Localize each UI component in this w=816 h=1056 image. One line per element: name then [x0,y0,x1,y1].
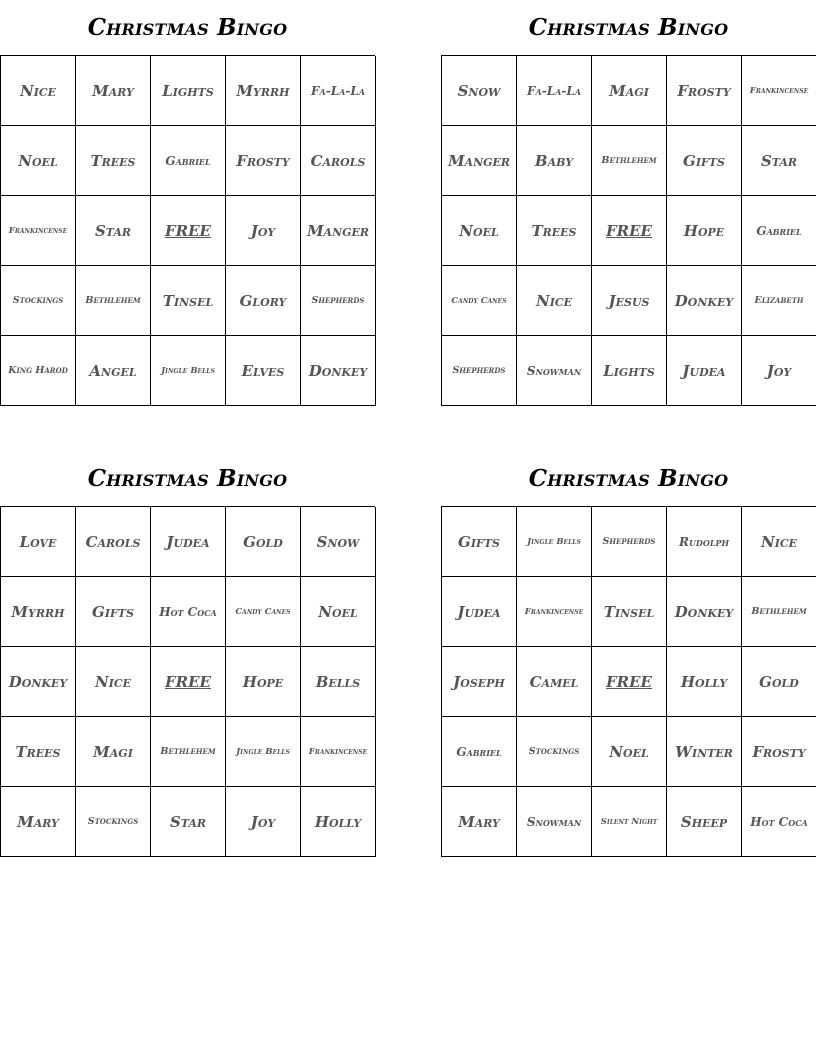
bingo-cell: Jingle Bells [151,336,226,406]
bingo-cell: Gifts [76,577,151,647]
bingo-cell: Frosty [667,56,742,126]
bingo-cell: Nice [742,507,816,577]
bingo-cell: Mary [442,787,517,857]
bingo-cell: Camel [517,647,592,717]
bingo-cell: Shepherds [301,266,376,336]
bingo-cell: Nice [76,647,151,717]
bingo-cell: Jingle Bells [517,507,592,577]
bingo-cell: Tinsel [592,577,667,647]
card-title: Christmas Bingo [87,465,288,492]
bingo-cell: Snow [301,507,376,577]
bingo-cell: Glory [226,266,301,336]
free-space-cell: FREE [592,647,667,717]
bingo-cell: Gabriel [442,717,517,787]
bingo-cell: Mary [1,787,76,857]
bingo-cell: Elves [226,336,301,406]
bingo-cell: Silent Night [592,787,667,857]
bingo-cell: Frankincense [301,717,376,787]
bingo-cell: King Harod [1,336,76,406]
bingo-cell: Gifts [442,507,517,577]
bingo-cell: Jingle Bells [226,717,301,787]
bingo-cell: Joy [742,336,816,406]
free-space-cell: FREE [151,196,226,266]
bingo-cell: Gold [226,507,301,577]
bingo-cell: Mary [76,56,151,126]
bingo-cell: Jesus [592,266,667,336]
bingo-cell: Hope [667,196,742,266]
bingo-cell: Shepherds [442,336,517,406]
bingo-cell: Snowman [517,787,592,857]
bingo-cell: Judea [151,507,226,577]
bingo-cell: Lights [151,56,226,126]
bingo-cell: Judea [442,577,517,647]
bingo-cell: Stockings [1,266,76,336]
bingo-cell: Hope [226,647,301,717]
free-space-cell: FREE [592,196,667,266]
bingo-cell: Donkey [667,577,742,647]
bingo-cell: Joy [226,196,301,266]
bingo-cell: Frankincense [517,577,592,647]
bingo-cell: Gifts [667,126,742,196]
bingo-cell: Bethlehem [151,717,226,787]
bingo-grid [0,506,375,857]
bingo-cell: Bethlehem [76,266,151,336]
bingo-cell: Noel [442,196,517,266]
bingo-cell: Manger [442,126,517,196]
free-space-cell: FREE [151,647,226,717]
bingo-cell: Star [742,126,816,196]
bingo-cell: Candy Canes [226,577,301,647]
bingo-cell: Gold [742,647,816,717]
bingo-cell: Joy [226,787,301,857]
bingo-cell: Lights [592,336,667,406]
bingo-cell: Myrrh [1,577,76,647]
bingo-cell: Gabriel [151,126,226,196]
bingo-cell: Noel [1,126,76,196]
bingo-grid [441,506,816,857]
bingo-cell: Trees [517,196,592,266]
bingo-cell: Angel [76,336,151,406]
bingo-cell: Candy Canes [442,266,517,336]
bingo-cell: Fa-La-La [517,56,592,126]
bingo-cell: Stockings [76,787,151,857]
bingo-cell: Bethlehem [592,126,667,196]
bingo-cell: Nice [1,56,76,126]
bingo-cell: Hot Coca [742,787,816,857]
bingo-cell: Carols [76,507,151,577]
bingo-card-3 [0,451,375,857]
bingo-grid [0,55,375,406]
bingo-cell: Winter [667,717,742,787]
bingo-cell: Donkey [1,647,76,717]
bingo-cell: Stockings [517,717,592,787]
bingo-cell: Frosty [742,717,816,787]
bingo-cell: Elizabeth [742,266,816,336]
bingo-cell: Magi [76,717,151,787]
bingo-cell: Myrrh [226,56,301,126]
bingo-cell: Judea [667,336,742,406]
card-title: Christmas Bingo [87,14,288,41]
bingo-cell: Frankincense [742,56,816,126]
bingo-cell: Shepherds [592,507,667,577]
bingo-cell: Star [151,787,226,857]
bingo-cell: Snow [442,56,517,126]
card-title: Christmas Bingo [528,14,729,41]
bingo-cell: Frosty [226,126,301,196]
bingo-cell: Star [76,196,151,266]
bingo-cell: Gabriel [742,196,816,266]
bingo-cell: Donkey [667,266,742,336]
bingo-cell: Snowman [517,336,592,406]
bingo-cell: Noel [592,717,667,787]
bingo-cell: Holly [667,647,742,717]
bingo-cell: Joseph [442,647,517,717]
bingo-cell: Frankincense [1,196,76,266]
card-title: Christmas Bingo [528,465,729,492]
bingo-card-4 [441,451,816,857]
bingo-card-2 [441,0,816,406]
bingo-cell: Love [1,507,76,577]
bingo-cell: Noel [301,577,376,647]
bingo-cell: Trees [1,717,76,787]
bingo-cell: Hot Coca [151,577,226,647]
bingo-cell: Trees [76,126,151,196]
bingo-cell: Manger [301,196,376,266]
bingo-cell: Fa-La-La [301,56,376,126]
bingo-cell: Bells [301,647,376,717]
bingo-cell: Sheep [667,787,742,857]
bingo-cell: Holly [301,787,376,857]
bingo-cell: Magi [592,56,667,126]
bingo-cell: Bethlehem [742,577,816,647]
bingo-cell: Rudolph [667,507,742,577]
bingo-cell: Nice [517,266,592,336]
bingo-cell: Donkey [301,336,376,406]
bingo-cell: Carols [301,126,376,196]
bingo-card-1 [0,0,375,406]
bingo-cell: Tinsel [151,266,226,336]
bingo-cell: Baby [517,126,592,196]
bingo-grid [441,55,816,406]
